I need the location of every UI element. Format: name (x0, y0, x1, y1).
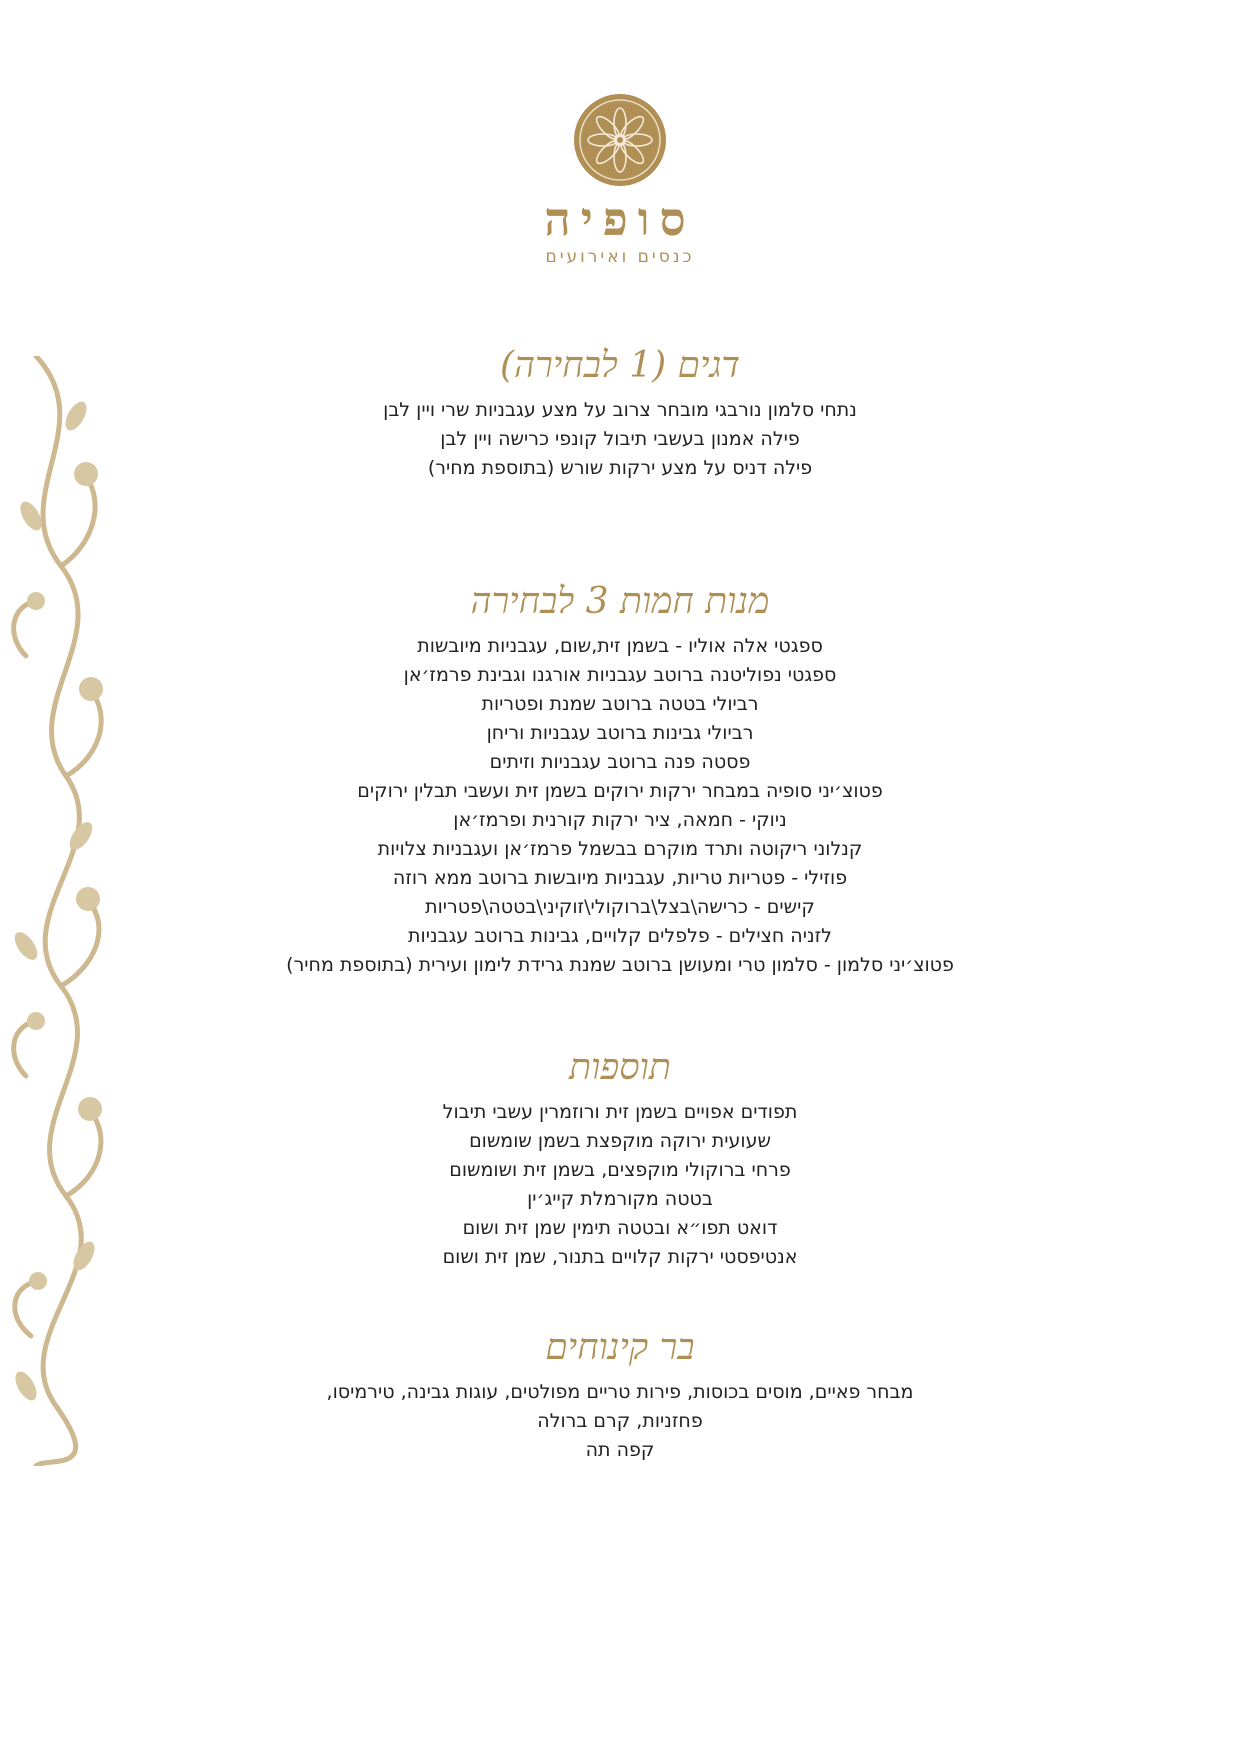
list-item: שעועית ירוקה מוקפצת בשמן שומשום (469, 1130, 771, 1152)
list-item: פוזילי - פטריות טריות, עגבניות מיובשות ברוטב ממא רוזה (392, 867, 848, 889)
list-item: קפה תה (585, 1439, 655, 1461)
list-item: ספגטי אלה אוליו - בשמן זית,שום, עגבניות מיובשות (417, 635, 823, 657)
list-item: תפודים אפויים בשמן זית ורוזמרין עשבי תיבול (442, 1101, 798, 1123)
brand-tagline: כנסים ואירועים (545, 246, 695, 267)
dessert-title: בר קינוחים (545, 1327, 695, 1368)
list-item: בטטה מקורמלת קייג׳ין (527, 1188, 713, 1210)
sides-title: תוספות (569, 1047, 671, 1088)
brand-name: סופיה (544, 192, 696, 246)
list-item: קנלוני ריקוטה ותרד מוקרם בבשמל פרמז׳אן ועגבניות צלויות (377, 838, 863, 860)
list-item: לזניה חצילים - פלפלים קלויים, גבינות ברוטב עגבניות (408, 925, 832, 947)
fish-section (170, 344, 1070, 483)
brand-logo (0, 92, 1240, 267)
list-item: פטוצ׳יני סלמון - סלמון טרי ומעושן ברוטב שמנת גרידת לימון ועירית (בתוספת מחיר) (286, 954, 954, 976)
list-item: רביולי גבינות ברוטב עגבניות וריחן (486, 722, 754, 744)
floral-ornament-icon (6, 356, 116, 1466)
sides-list (170, 1098, 1070, 1272)
list-item: ספגטי נפוליטנה ברוטב עגבניות אורגנו וגבינת פרמז׳אן (403, 664, 837, 686)
dessert-section (170, 1326, 1070, 1465)
list-item: פטוצ׳יני סופיה במבחר ירקות ירוקים בשמן זית ועשבי תבלין ירוקים (357, 780, 883, 802)
sides-section (170, 1046, 1070, 1272)
hot-dishes-title: מנות חמות 3 לבחירה (470, 581, 770, 622)
fish-list (170, 396, 1070, 483)
list-item: פסטה פנה ברוטב עגבניות וזיתים (489, 751, 751, 773)
list-item: פילה אמנון בעשבי תיבול קונפי כרישה ויין לבן (440, 428, 800, 450)
list-item: ניוקי - חמאה, ציר ירקות קורנית ופרמז׳אן (453, 809, 787, 831)
dessert-list (170, 1378, 1070, 1465)
list-item: פילה דניס על מצע ירקות שורש (בתוספת מחיר) (427, 457, 813, 479)
list-item: פחזניות, קרם ברולה (537, 1410, 703, 1432)
mandala-logo-icon (572, 92, 668, 188)
list-item: דואט תפו״א ובטטה תימין שמן זית ושום (462, 1217, 778, 1239)
list-item: מבחר פאיים, מוסים בכוסות, פירות טריים מפולטים, עוגות גבינה, טירמיסו, (326, 1381, 914, 1403)
list-item: אנטיפסטי ירקות קלויים בתנור, שמן זית ושום (442, 1246, 798, 1268)
list-item: קישים - כרישה\בצל\ברוקולי\זוקיני\בטטה\פטריות (425, 896, 815, 918)
hot-dishes-section (170, 580, 1070, 980)
list-item: פרחי ברוקולי מוקפצים, בשמן זית ושומשום (449, 1159, 791, 1181)
hot-dishes-list (170, 632, 1070, 980)
list-item: נתחי סלמון נורבגי מובחר צרוב על מצע עגבניות שרי ויין לבן (383, 399, 857, 421)
list-item: רביולי בטטה ברוטב שמנת ופטריות (481, 693, 759, 715)
fish-title: דגים (1 לבחירה) (500, 345, 740, 386)
